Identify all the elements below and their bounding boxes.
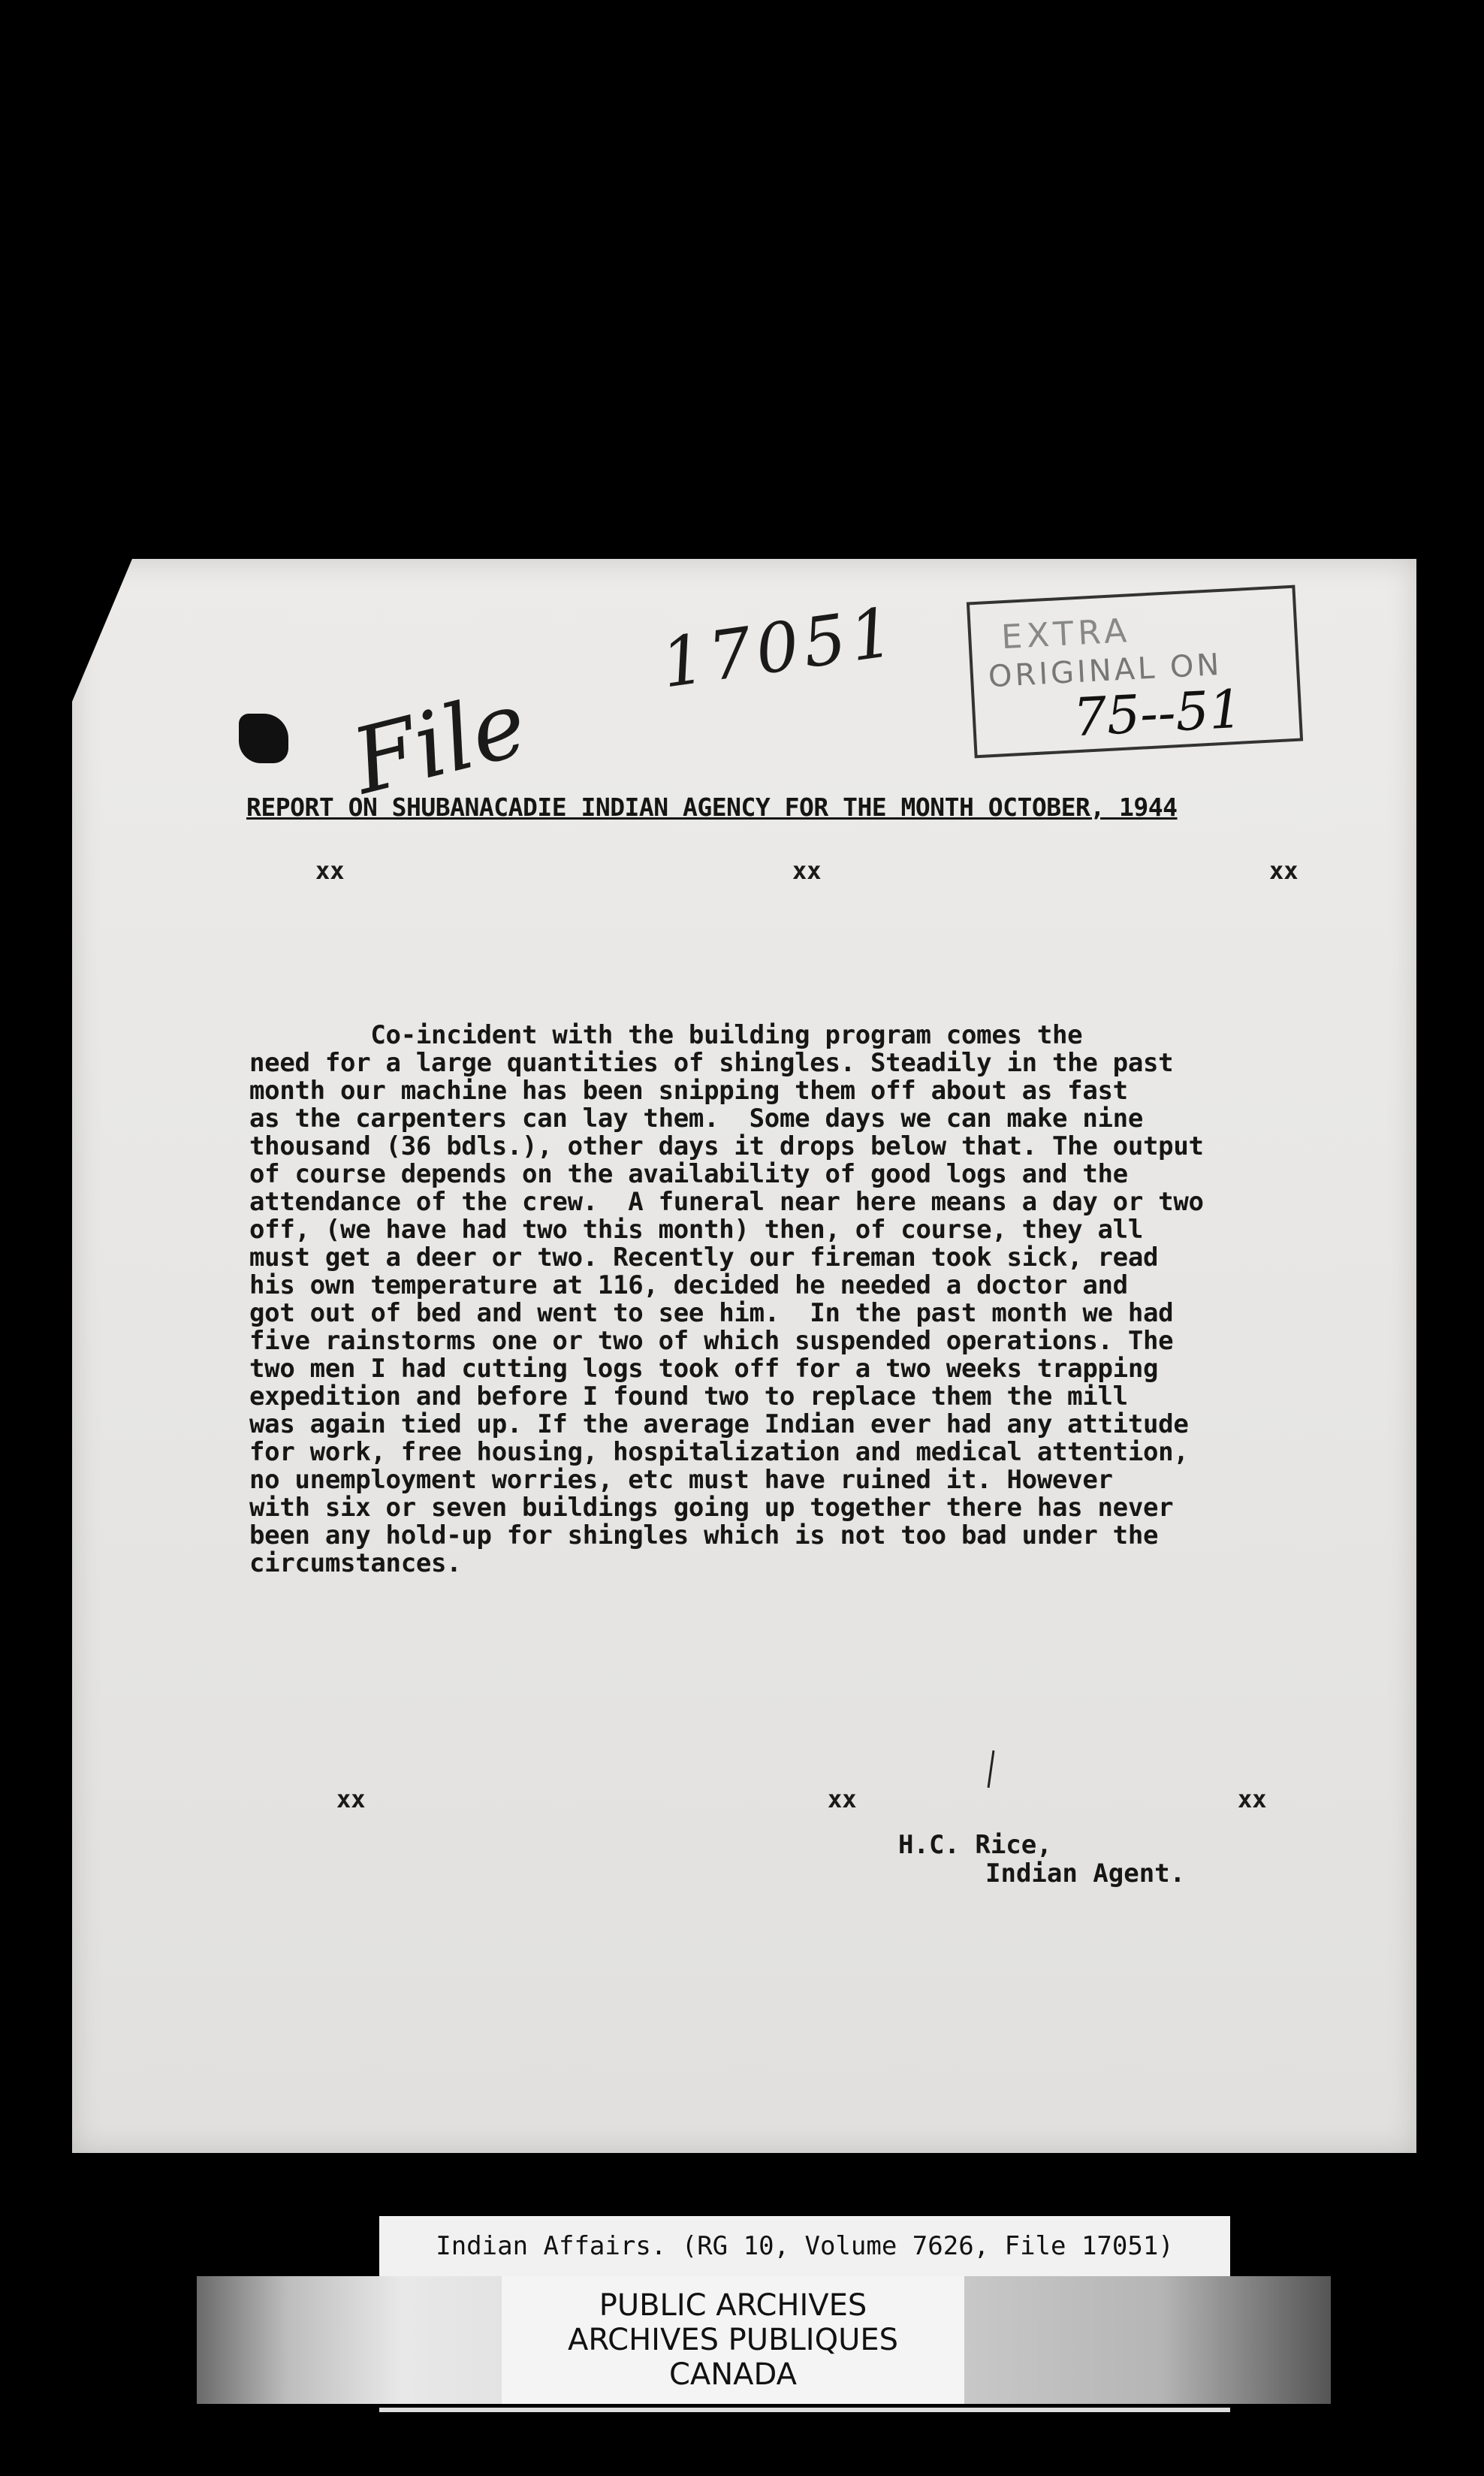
stamp-line-2: ORIGINAL ON bbox=[987, 647, 1223, 695]
body-line: thousand (36 bdls.), other days it drops below that. The output bbox=[249, 1131, 1204, 1161]
body-line: his own temperature at 116, decided he needed a doctor and bbox=[249, 1270, 1128, 1300]
separator-mark: xx bbox=[1269, 856, 1298, 885]
stamp-box bbox=[967, 585, 1303, 759]
ink-blot bbox=[239, 714, 288, 763]
body-line: expedition and before I found two to replace them the mill bbox=[249, 1381, 1128, 1412]
separator-mark: xx bbox=[336, 1785, 366, 1813]
archive-label bbox=[502, 2276, 964, 2404]
body-line: of course depends on the availability of good logs and the bbox=[249, 1159, 1128, 1189]
separator-mark: xx bbox=[1238, 1785, 1267, 1813]
body-line: Co-incident with the building program comes the bbox=[249, 1020, 1083, 1050]
body-line: got out of bed and went to see him. In the past month we had bbox=[249, 1298, 1174, 1328]
handwritten-file-note: File bbox=[342, 672, 537, 815]
body-line: no unemployment worries, etc must have ruined it. However bbox=[249, 1465, 1113, 1495]
body-line: need for a large quantities of shingles. Steadily in the past bbox=[249, 1048, 1174, 1078]
torn-corner bbox=[72, 559, 132, 702]
handwritten-file-number: 17051 bbox=[656, 592, 903, 704]
separator-mark: xx bbox=[792, 856, 822, 885]
archive-reference: Indian Affairs. (RG 10, Volume 7626, File 17051) bbox=[436, 2231, 1174, 2261]
signature-title: Indian Agent. bbox=[985, 1859, 1186, 1889]
report-body bbox=[249, 1022, 1331, 1578]
body-line: month our machine has been snipping them off about as fast bbox=[249, 1076, 1128, 1106]
body-line: as the carpenters can lay them. Some days we can make nine bbox=[249, 1104, 1144, 1134]
body-line: circumstances. bbox=[249, 1548, 462, 1578]
body-line: off, (we have had two this month) then, of course, they all bbox=[249, 1215, 1144, 1245]
body-line: was again tied up. If the average Indian ever had any attitude bbox=[249, 1409, 1189, 1439]
body-line: for work, free housing, hospitalization and medical attention, bbox=[249, 1437, 1189, 1467]
stamp-line-1: EXTRA bbox=[1000, 611, 1133, 657]
body-line: attendance of the crew. A funeral near here means a day or two bbox=[249, 1187, 1204, 1217]
report-title: REPORT ON SHUBANACADIE INDIAN AGENCY FOR THE MONTH OCTOBER, 1944 bbox=[246, 793, 1178, 822]
divider bbox=[379, 2408, 1230, 2412]
stamp-handwritten-number: 75--51 bbox=[1071, 678, 1244, 749]
archive-line-1: PUBLIC ARCHIVES bbox=[599, 2288, 867, 2323]
body-line: must get a deer or two. Recently our fireman took sick, read bbox=[249, 1243, 1159, 1273]
body-line: five rainstorms one or two of which suspended operations. The bbox=[249, 1326, 1174, 1356]
separator-mark: xx bbox=[315, 856, 345, 885]
body-line: two men I had cutting logs took off for a two weeks trapping bbox=[249, 1354, 1159, 1384]
signature-name: H.C. Rice, bbox=[898, 1830, 1052, 1860]
body-line: been any hold-up for shingles which is not too bad under the bbox=[249, 1520, 1159, 1551]
archive-reference-strip bbox=[379, 2216, 1230, 2276]
body-line: with six or seven buildings going up together there has never bbox=[249, 1493, 1174, 1523]
separator-mark: xx bbox=[828, 1785, 857, 1813]
archive-line-3: CANADA bbox=[668, 2357, 798, 2392]
archive-line-2: ARCHIVES PUBLIQUES bbox=[567, 2323, 899, 2357]
